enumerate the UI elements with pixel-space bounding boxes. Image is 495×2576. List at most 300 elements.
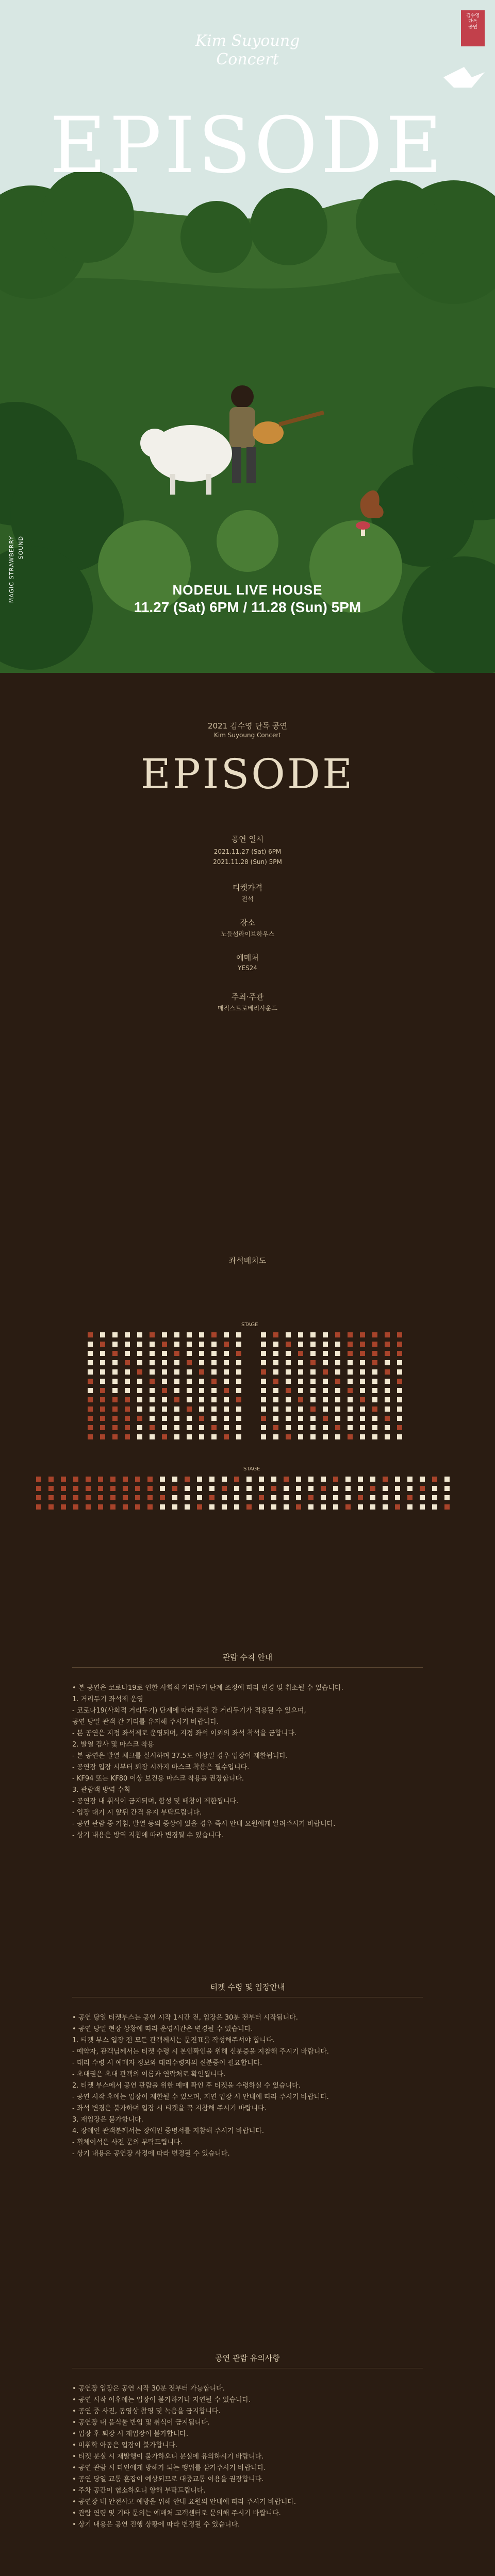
seat xyxy=(100,1369,105,1375)
seat xyxy=(162,1397,167,1402)
seat xyxy=(150,1332,155,1337)
seat xyxy=(61,1504,66,1510)
seat xyxy=(348,1388,353,1393)
notice-line: • 티켓 분실 시 재발행이 불가하오니 분실에 유의하시기 바랍니다. xyxy=(72,2453,264,2461)
seat xyxy=(211,1388,217,1393)
notice-line: - 상기 내용은 방역 지침에 따라 변경될 수 있습니다. xyxy=(72,1832,224,1839)
seat xyxy=(333,1486,338,1491)
seat xyxy=(372,1416,377,1421)
seat xyxy=(199,1425,204,1430)
seat xyxy=(397,1332,402,1337)
seat xyxy=(125,1342,130,1347)
notice-line: • 공연 시작 이후에는 입장이 불가하거나 지연될 수 있습니다. xyxy=(72,2396,251,2404)
seat xyxy=(310,1342,316,1347)
seat xyxy=(112,1351,118,1356)
seat xyxy=(286,1397,291,1402)
seat xyxy=(135,1486,140,1491)
seat xyxy=(187,1434,192,1439)
notice-line: 3. 관람객 방역 수칙 xyxy=(72,1786,130,1794)
seat xyxy=(348,1397,353,1402)
seat xyxy=(110,1495,116,1500)
seat xyxy=(135,1495,140,1500)
seat xyxy=(348,1379,353,1384)
seat xyxy=(48,1486,54,1491)
seat xyxy=(273,1434,278,1439)
seat xyxy=(259,1504,264,1510)
seat xyxy=(259,1486,264,1491)
seat xyxy=(286,1351,291,1356)
seat xyxy=(199,1342,204,1347)
seat xyxy=(348,1369,353,1375)
seat xyxy=(397,1342,402,1347)
seat xyxy=(172,1504,177,1510)
place-label: 장소 xyxy=(240,918,255,927)
seat xyxy=(360,1388,365,1393)
info-top-line: 2021 김수영 단독 공연 xyxy=(208,721,287,731)
seat xyxy=(298,1360,303,1365)
seat xyxy=(407,1477,412,1482)
seat xyxy=(150,1379,155,1384)
seat xyxy=(308,1495,314,1500)
seat xyxy=(125,1369,130,1375)
seat xyxy=(224,1434,229,1439)
seat xyxy=(397,1434,402,1439)
seat xyxy=(370,1477,375,1482)
seat xyxy=(199,1397,204,1402)
seat xyxy=(137,1332,142,1337)
seat xyxy=(246,1495,252,1500)
seat xyxy=(150,1406,155,1412)
seat xyxy=(385,1406,390,1412)
notice-line: - 공연장 입장 시부터 퇴장 시까지 마스크 착용은 필수입니다. xyxy=(72,1764,250,1771)
seat xyxy=(174,1406,179,1412)
seat xyxy=(385,1379,390,1384)
seat xyxy=(100,1397,105,1402)
seat xyxy=(296,1495,301,1500)
seat xyxy=(125,1434,130,1439)
notice-line: - 휠체어석은 사전 문의 부탁드립니다. xyxy=(72,2139,183,2146)
seat xyxy=(88,1388,93,1393)
notice-line: - KF94 또는 KF80 이상 보건용 마스크 착용을 권장합니다. xyxy=(72,1775,244,1783)
seat xyxy=(273,1360,278,1365)
seat xyxy=(187,1425,192,1430)
seat xyxy=(199,1351,204,1356)
seat xyxy=(397,1406,402,1412)
seat xyxy=(73,1504,78,1510)
seat xyxy=(185,1504,190,1510)
seat xyxy=(100,1342,105,1347)
seat xyxy=(298,1332,303,1337)
notice-line: - 대리 수령 시 예매자 정보와 대리수령자의 신분증이 필요합니다. xyxy=(72,2059,262,2067)
seat xyxy=(162,1434,167,1439)
seat xyxy=(73,1477,78,1482)
seat xyxy=(385,1434,390,1439)
seat xyxy=(310,1351,316,1356)
seat xyxy=(397,1379,402,1384)
concert-info xyxy=(0,673,495,1209)
seat xyxy=(73,1495,78,1500)
seat xyxy=(187,1369,192,1375)
seat xyxy=(310,1332,316,1337)
notice-viewing-body xyxy=(72,2383,423,2531)
seat xyxy=(333,1495,338,1500)
seat xyxy=(345,1504,351,1510)
seat xyxy=(88,1332,93,1337)
seat xyxy=(209,1504,214,1510)
seat xyxy=(174,1416,179,1421)
seat xyxy=(261,1434,266,1439)
seat xyxy=(98,1504,103,1510)
seat xyxy=(135,1504,140,1510)
concert-dates: 11.27 (Sat) 6PM / 11.28 (Sun) 5PM xyxy=(134,599,361,615)
seat xyxy=(174,1360,179,1365)
seat xyxy=(271,1504,276,1510)
seat xyxy=(296,1486,301,1491)
stage-label-2: STAGE xyxy=(243,1466,260,1472)
seat xyxy=(310,1425,316,1430)
seat xyxy=(372,1369,377,1375)
seat xyxy=(296,1504,301,1510)
seat xyxy=(286,1434,291,1439)
seat xyxy=(86,1495,91,1500)
seat xyxy=(273,1388,278,1393)
seat xyxy=(88,1434,93,1439)
seat xyxy=(420,1477,425,1482)
notice-line: • 공연 당일 교통 혼잡이 예상되므로 대중교통 이용을 권장합니다. xyxy=(72,2476,264,2483)
seat xyxy=(36,1495,41,1500)
seat xyxy=(224,1369,229,1375)
notice-line: • 공연 당일 티켓부스는 공연 시작 1시간 전, 입장은 30분 전부터 시작됩니다. xyxy=(72,2014,298,2022)
seat xyxy=(298,1397,303,1402)
seat xyxy=(348,1416,353,1421)
seat xyxy=(286,1379,291,1384)
seat xyxy=(185,1477,190,1482)
seat xyxy=(308,1504,314,1510)
seat xyxy=(397,1425,402,1430)
info-title: EPISODE xyxy=(140,750,355,798)
seat xyxy=(88,1369,93,1375)
seat xyxy=(234,1504,239,1510)
seat xyxy=(397,1360,402,1365)
seat xyxy=(236,1434,241,1439)
seat xyxy=(383,1495,388,1500)
seat xyxy=(261,1332,266,1337)
seat-map xyxy=(0,1209,495,1631)
seat xyxy=(211,1434,217,1439)
seat xyxy=(112,1360,118,1365)
seat xyxy=(335,1369,340,1375)
seat xyxy=(397,1388,402,1393)
seat xyxy=(372,1360,377,1365)
seat xyxy=(407,1495,412,1500)
seat xyxy=(112,1425,118,1430)
notice-viewing-title: 공연 관람 유의사항 xyxy=(215,2353,280,2363)
seat xyxy=(150,1425,155,1430)
seat xyxy=(137,1416,142,1421)
seat xyxy=(112,1369,118,1375)
seat xyxy=(162,1369,167,1375)
seat xyxy=(236,1332,241,1337)
seat xyxy=(211,1332,217,1337)
seat xyxy=(100,1434,105,1439)
seat xyxy=(323,1434,328,1439)
seat xyxy=(310,1360,316,1365)
seat xyxy=(360,1379,365,1384)
notice-line: - 예약자, 관객님께서는 티켓 수령 시 본인확인을 위해 신분증을 지참해 주시기 바랍니다. xyxy=(72,2048,329,2056)
seat xyxy=(123,1495,128,1500)
notice-line: 공연 당일 관객 간 거리를 유지해 주시기 바랍니다. xyxy=(72,1718,219,1726)
seat xyxy=(199,1434,204,1439)
seat xyxy=(199,1379,204,1384)
seat xyxy=(397,1397,402,1402)
seat xyxy=(174,1388,179,1393)
seat xyxy=(211,1416,217,1421)
seat xyxy=(310,1397,316,1402)
hero-poster xyxy=(0,0,495,673)
seat xyxy=(137,1434,142,1439)
seat xyxy=(360,1369,365,1375)
seat xyxy=(98,1486,103,1491)
seat xyxy=(48,1477,54,1482)
seat xyxy=(211,1406,217,1412)
seat xyxy=(348,1332,353,1337)
seat xyxy=(150,1360,155,1365)
seat xyxy=(261,1425,266,1430)
seat xyxy=(174,1425,179,1430)
seat xyxy=(86,1477,91,1482)
notice-line: • 공연 중 사진, 동영상 촬영 및 녹음을 금지합니다. xyxy=(72,2408,221,2415)
seat xyxy=(385,1360,390,1365)
price-value: 전석 xyxy=(241,895,254,903)
seat xyxy=(372,1351,377,1356)
seat xyxy=(187,1342,192,1347)
seat xyxy=(197,1486,202,1491)
seat xyxy=(385,1416,390,1421)
hero-subtitle-line1: Kim Suyoung xyxy=(195,32,300,50)
seat xyxy=(174,1397,179,1402)
seat xyxy=(335,1425,340,1430)
seat xyxy=(112,1406,118,1412)
seat xyxy=(360,1342,365,1347)
seat xyxy=(298,1379,303,1384)
seat xyxy=(360,1360,365,1365)
seat xyxy=(286,1406,291,1412)
seat xyxy=(88,1416,93,1421)
seat xyxy=(174,1342,179,1347)
seat xyxy=(323,1416,328,1421)
seat xyxy=(273,1332,278,1337)
seat xyxy=(236,1379,241,1384)
notice-line: - 본 공연은 지정 좌석제로 운영되며, 지정 좌석 이외의 좌석 착석을 금합니다. xyxy=(72,1730,297,1737)
notice-line: 4. 장애인 관객분께서는 장애인 증명서를 지참해 주시기 바랍니다. xyxy=(72,2127,264,2135)
seat xyxy=(335,1360,340,1365)
seat xyxy=(125,1351,130,1356)
seat xyxy=(273,1379,278,1384)
seat xyxy=(162,1342,167,1347)
notice-rules-title: 관람 수칙 안내 xyxy=(222,1653,273,1662)
seat xyxy=(234,1477,239,1482)
seat xyxy=(286,1332,291,1337)
seat xyxy=(397,1416,402,1421)
seat xyxy=(88,1425,93,1430)
seat xyxy=(224,1351,229,1356)
seat xyxy=(160,1486,165,1491)
notice-line: • 상기 내용은 공연 진행 상황에 따라 변경될 수 있습니다. xyxy=(72,2521,240,2529)
seat xyxy=(348,1425,353,1430)
seat xyxy=(360,1406,365,1412)
seat xyxy=(125,1416,130,1421)
seat xyxy=(397,1351,402,1356)
seat xyxy=(298,1369,303,1375)
seat xyxy=(432,1486,437,1491)
seat xyxy=(372,1332,377,1337)
notice-rules xyxy=(0,1631,495,1961)
seat xyxy=(310,1434,316,1439)
seat xyxy=(160,1504,165,1510)
seat xyxy=(236,1425,241,1430)
seat xyxy=(348,1351,353,1356)
seat xyxy=(147,1504,153,1510)
seat xyxy=(420,1495,425,1500)
seat xyxy=(174,1434,179,1439)
seat xyxy=(185,1495,190,1500)
seat xyxy=(234,1486,239,1491)
seat-map-title: 좌석배치도 xyxy=(228,1256,267,1265)
seat xyxy=(222,1504,227,1510)
seat xyxy=(100,1416,105,1421)
seat xyxy=(137,1369,142,1375)
seat xyxy=(383,1504,388,1510)
seat xyxy=(372,1406,377,1412)
seat xyxy=(444,1486,450,1491)
seat xyxy=(100,1351,105,1356)
seat xyxy=(236,1397,241,1402)
seat xyxy=(323,1332,328,1337)
seat xyxy=(273,1425,278,1430)
seat xyxy=(110,1486,116,1491)
seat xyxy=(224,1416,229,1421)
divider xyxy=(72,1667,423,1668)
seat xyxy=(162,1332,167,1337)
seat xyxy=(199,1369,204,1375)
seat xyxy=(236,1416,241,1421)
seat xyxy=(88,1360,93,1365)
seat xyxy=(187,1379,192,1384)
seat xyxy=(310,1416,316,1421)
seat xyxy=(224,1379,229,1384)
seat xyxy=(273,1351,278,1356)
seat xyxy=(383,1486,388,1491)
seat xyxy=(150,1397,155,1402)
seat xyxy=(224,1360,229,1365)
seat xyxy=(209,1477,214,1482)
seat xyxy=(61,1495,66,1500)
seat xyxy=(174,1332,179,1337)
seat xyxy=(407,1486,412,1491)
seat xyxy=(308,1486,314,1491)
notice-line: - 상기 내용은 공연장 사정에 따라 변경될 수 있습니다. xyxy=(72,2150,230,2158)
seat xyxy=(372,1434,377,1439)
seat xyxy=(321,1504,326,1510)
seat xyxy=(286,1360,291,1365)
seat xyxy=(323,1406,328,1412)
seat xyxy=(372,1342,377,1347)
seat xyxy=(125,1379,130,1384)
seat xyxy=(261,1369,266,1375)
seat xyxy=(395,1486,400,1491)
host-value: 매직스트로베리사운드 xyxy=(218,1005,277,1012)
seat xyxy=(383,1477,388,1482)
seat xyxy=(335,1397,340,1402)
seat xyxy=(298,1342,303,1347)
seat xyxy=(123,1504,128,1510)
notice-line: • 공연장 내 음식물 반입 및 취식이 금지됩니다. xyxy=(72,2419,210,2427)
seat xyxy=(348,1406,353,1412)
seat xyxy=(48,1495,54,1500)
notice-line: • 입장 후 퇴장 시 재입장이 불가합니다. xyxy=(72,2430,188,2438)
seat xyxy=(246,1486,252,1491)
notice-line: - 본 공연은 발열 체크를 실시하며 37.5도 이상일 경우 입장이 제한됩니다. xyxy=(72,1752,288,1760)
seat xyxy=(261,1351,266,1356)
seat xyxy=(358,1495,363,1500)
seat xyxy=(298,1388,303,1393)
seat xyxy=(286,1388,291,1393)
seat xyxy=(372,1388,377,1393)
seat xyxy=(236,1351,241,1356)
notice-line: - 좌석 변경은 불가하며 입장 시 티켓을 꼭 지참해 주시기 바랍니다. xyxy=(72,2105,267,2112)
seat xyxy=(385,1369,390,1375)
notice-line: • 관람 연령 및 기타 문의는 예매처 고객센터로 문의해 주시기 바랍니다. xyxy=(72,2510,281,2517)
seat xyxy=(187,1360,192,1365)
seat xyxy=(271,1486,276,1491)
seat xyxy=(261,1342,266,1347)
seat xyxy=(112,1342,118,1347)
seat xyxy=(246,1477,252,1482)
seat xyxy=(100,1425,105,1430)
seat xyxy=(48,1504,54,1510)
seat xyxy=(199,1388,204,1393)
seat xyxy=(308,1477,314,1482)
seat xyxy=(172,1486,177,1491)
seat xyxy=(211,1342,217,1347)
seat xyxy=(147,1495,153,1500)
seat xyxy=(432,1477,437,1482)
seat xyxy=(112,1416,118,1421)
seat xyxy=(236,1388,241,1393)
notice-line: 1. 거리두기 좌석제 운영 xyxy=(72,1696,143,1703)
seat xyxy=(345,1486,351,1491)
seat xyxy=(150,1416,155,1421)
seat xyxy=(286,1369,291,1375)
seat xyxy=(150,1434,155,1439)
seat xyxy=(335,1416,340,1421)
seat xyxy=(323,1388,328,1393)
seat xyxy=(298,1351,303,1356)
seat xyxy=(286,1342,291,1347)
seat xyxy=(284,1486,289,1491)
seat xyxy=(137,1388,142,1393)
seat xyxy=(88,1406,93,1412)
seat xyxy=(360,1434,365,1439)
seat xyxy=(284,1504,289,1510)
seat xyxy=(335,1342,340,1347)
seat xyxy=(125,1425,130,1430)
notice-line: - 공연장 내 취식이 금지되며, 함성 및 떼창이 제한됩니다. xyxy=(72,1798,239,1805)
notice-ticket-body xyxy=(72,2012,423,2160)
seat xyxy=(385,1332,390,1337)
seat xyxy=(172,1477,177,1482)
seat xyxy=(174,1369,179,1375)
